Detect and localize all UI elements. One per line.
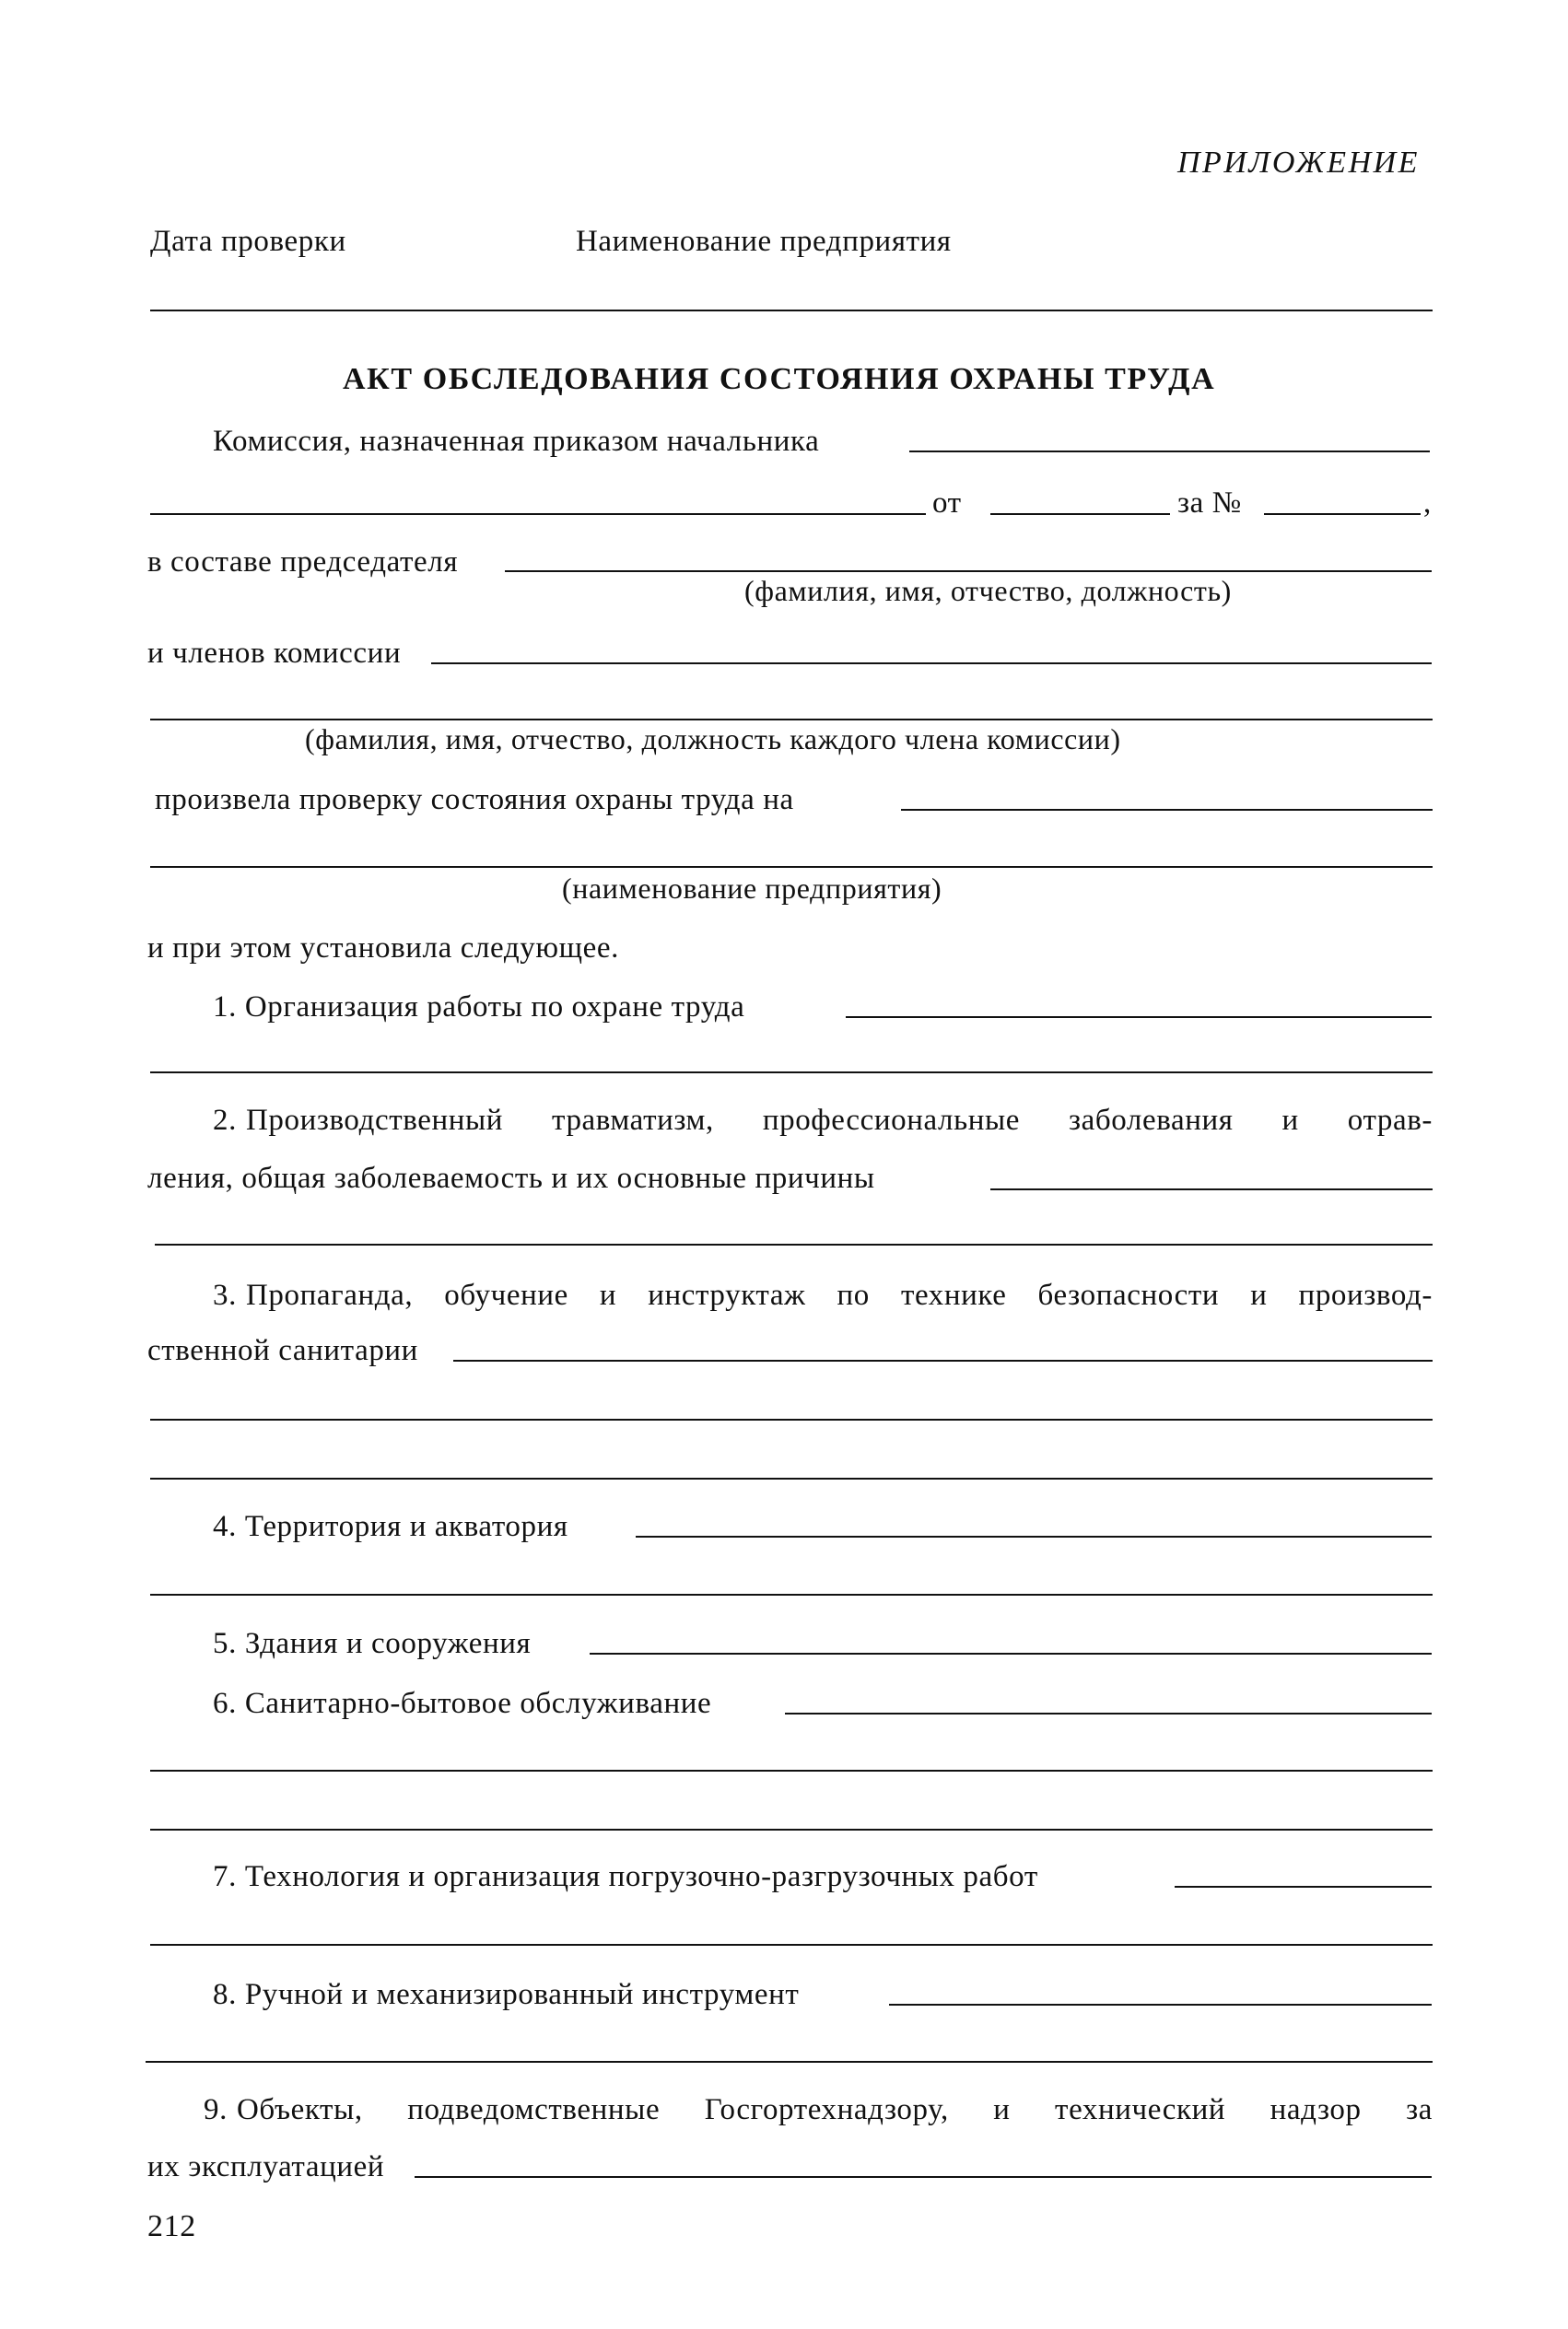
item-number: 1. <box>213 990 237 1024</box>
chairman-label: в составе председателя <box>147 545 459 579</box>
inspection-label: произвела проверку состояния охраны труда на <box>155 783 794 816</box>
item-3-line-2: ственной санитарии <box>147 1334 418 1367</box>
item-1 <box>213 992 744 1023</box>
item-2-field-continued[interactable] <box>155 1244 1433 1246</box>
item-text: Производственный травматизм, профессиональные заболевания и отрав- <box>245 1104 1433 1137</box>
item-3-field-continued-2[interactable] <box>150 1478 1433 1480</box>
item-3-field[interactable] <box>453 1360 1433 1362</box>
item-text: Технология и организация погрузочно-разгрузочных работ <box>244 1860 1038 1893</box>
enterprise-name-label: Наименование предприятия <box>576 225 952 258</box>
members-caption: (фамилия, имя, отчество, должность каждого члена комиссии) <box>305 722 1121 755</box>
inspection-enterprise-field[interactable] <box>901 809 1433 811</box>
item-7-field-continued[interactable] <box>150 1944 1433 1946</box>
item-2-line-1 <box>213 1106 1433 1136</box>
enterprise-caption: (наименование предприятия) <box>562 872 942 905</box>
appendix-label: ПРИЛОЖЕНИЕ <box>1177 146 1420 180</box>
chairman-caption: (фамилия, имя, отчество, должность) <box>744 574 1232 607</box>
item-3-field-continued-1[interactable] <box>150 1419 1433 1421</box>
commission-order-field[interactable] <box>909 451 1430 452</box>
item-text: Ручной и механизированный инструмент <box>244 1978 800 2011</box>
item-6-field-continued-2[interactable] <box>150 1829 1433 1831</box>
item-4 <box>213 1512 568 1542</box>
item-text: Здания и сооружения <box>244 1627 532 1660</box>
item-number: 8. <box>213 1978 237 2011</box>
item-6 <box>213 1689 711 1719</box>
item-8 <box>213 1980 799 2010</box>
order-date-field[interactable] <box>990 513 1170 515</box>
item-text: Объекты, подведомственные Госгортехнадзору, и технический надзор за <box>236 2093 1433 2126</box>
inspection-enterprise-field-continued[interactable] <box>150 866 1433 868</box>
item-text: Пропаганда, обучение и инструктаж по технике безопасности и производ- <box>245 1279 1433 1312</box>
order-number-comma: , <box>1423 486 1432 520</box>
chairman-field[interactable] <box>505 570 1432 572</box>
item-number: 3. <box>213 1279 237 1312</box>
item-number: 9. <box>204 2093 228 2126</box>
item-5-field[interactable] <box>590 1653 1432 1655</box>
item-number: 5. <box>213 1627 237 1660</box>
page-number: 212 <box>147 2209 196 2243</box>
item-9-field[interactable] <box>415 2176 1432 2178</box>
item-number: 4. <box>213 1510 237 1543</box>
order-number-field[interactable] <box>1264 513 1421 515</box>
item-text: Территория и акватория <box>244 1510 568 1543</box>
item-number: 7. <box>213 1860 237 1893</box>
item-2-field[interactable] <box>990 1188 1433 1190</box>
item-8-field-continued[interactable] <box>146 2061 1433 2063</box>
document-title: АКТ ОБСЛЕДОВАНИЯ СОСТОЯНИЯ ОХРАНЫ ТРУДА <box>343 362 1216 396</box>
item-number: 6. <box>213 1687 237 1720</box>
members-field-continued[interactable] <box>150 719 1433 720</box>
order-number-label: за № <box>1177 486 1242 520</box>
item-7-field[interactable] <box>1175 1886 1432 1888</box>
item-number: 2. <box>213 1104 237 1137</box>
item-6-field-continued-1[interactable] <box>150 1770 1433 1772</box>
item-9-line-2: их эксплуатацией <box>147 2150 385 2183</box>
item-7 <box>213 1862 1038 1892</box>
item-1-field[interactable] <box>846 1016 1432 1018</box>
order-issuer-field[interactable] <box>150 513 926 515</box>
item-2-line-2: ления, общая заболеваемость и их основные причины <box>147 1162 875 1195</box>
check-date-label: Дата проверки <box>150 225 346 258</box>
item-4-field-continued[interactable] <box>150 1594 1433 1596</box>
from-label: от <box>932 486 962 520</box>
item-6-field[interactable] <box>785 1713 1432 1715</box>
header-line[interactable] <box>150 310 1433 311</box>
item-8-field[interactable] <box>889 2004 1432 2006</box>
item-text: Санитарно-бытовое обслуживание <box>244 1687 712 1720</box>
item-text: Организация работы по охране труда <box>244 990 745 1024</box>
item-9-line-1 <box>204 2095 1433 2125</box>
commission-label: Комиссия, назначенная приказом начальника <box>213 425 820 458</box>
item-5 <box>213 1629 531 1659</box>
members-label: и членов комиссии <box>147 637 402 670</box>
item-1-field-continued[interactable] <box>150 1071 1433 1073</box>
item-3-line-1 <box>213 1281 1433 1311</box>
item-4-field[interactable] <box>636 1536 1432 1538</box>
members-field[interactable] <box>431 662 1432 664</box>
established-label: и при этом установила следующее. <box>147 931 619 965</box>
